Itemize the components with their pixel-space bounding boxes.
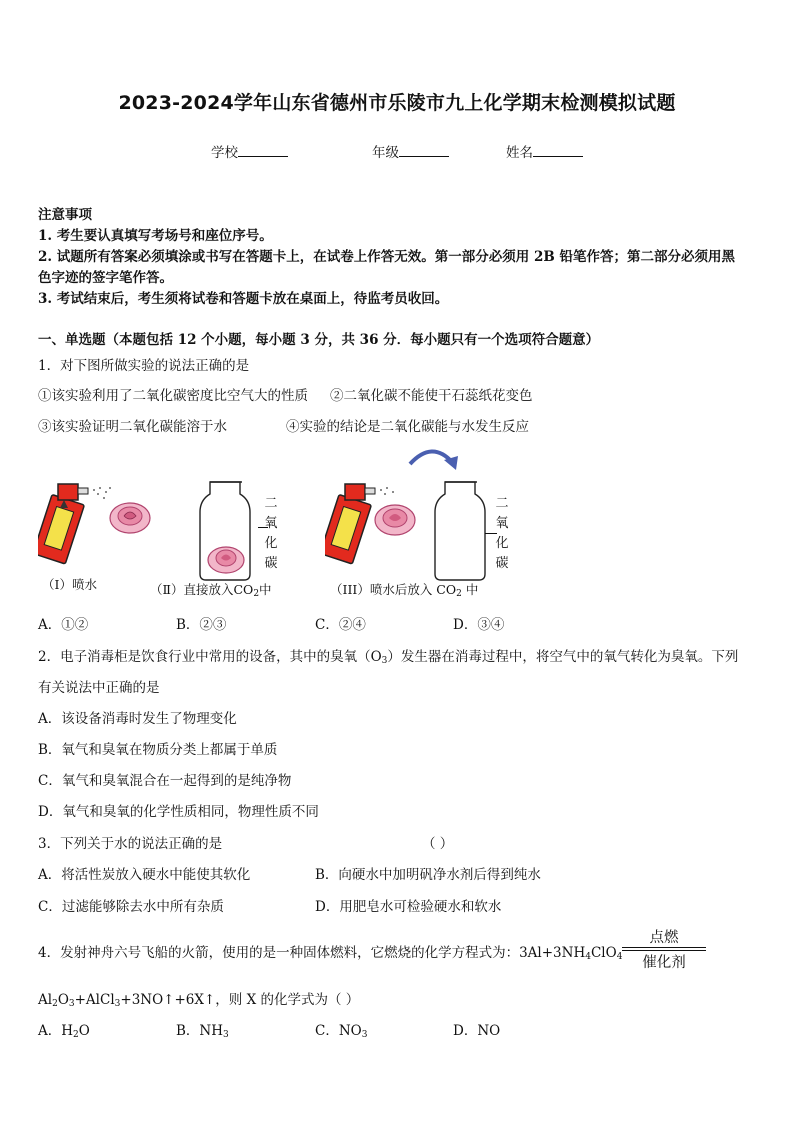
section-heading: 一、单选题（本题包括 12 个小题，每小题 3 分，共 36 分．每小题只有一个选项符合题意） [38,332,600,348]
notice-item-2-cont: 色字迹的签字笔作答。 [38,270,173,286]
school-label: 学校 [211,145,238,161]
notice-heading: 注意事项 [38,207,92,223]
flower-icon [208,547,244,573]
q1-statement-4: ④实验的结论是二氧化碳能与水发生反应 [286,419,529,435]
spray-bottle-icon [325,484,375,564]
q4-option-a[interactable]: A．$H_2O$ [38,1023,90,1040]
q4-stem: 4．发射神舟六号飞船的火箭，使用的是一种固体燃料，它燃烧的化学方程式为：$3Al+3NH_4ClO_4$ [38,945,623,962]
jar-iii-gas-label: 二 氧 化 碳 [495,496,509,571]
q3-stem: 3．下列关于水的说法正确的是 [38,836,223,852]
flower-icon [375,505,415,535]
notice-item-2: 2. 试题所有答案必须填涂或书写在答题卡上，在试卷上作答无效。第一部分必须用 2B 铅笔作答；第二部分必须用黑 [38,249,735,265]
jar-ii-gas-label: 二 氧 化 碳 [264,496,278,571]
figure-ii-label: （Ⅱ）直接放入$CO_2$中 [150,582,272,599]
q1-statement-1: ①该实验利用了二氧化碳密度比空气大的性质 [38,388,308,404]
q4-option-c[interactable]: C．$NO_3$ [315,1023,368,1040]
q1-statement-3: ③该实验证明二氧化碳能溶于水 [38,419,227,435]
figure-empty-jar [425,478,505,586]
name-field[interactable] [506,141,583,161]
figure-i-label: （I）喷水 [42,577,97,592]
school-blank[interactable] [238,144,288,157]
figure-spray-flower-2 [325,476,425,566]
reaction-condition-bottom: 催化剂 [642,955,686,971]
figure-jar-with-flower [190,478,270,586]
q2-option-c[interactable]: C．氧气和臭氧混合在一起得到的是纯净物 [38,773,292,789]
q1-stem: 1．对下图所做实验的说法正确的是 [38,358,250,374]
q1-option-b[interactable]: B．②③ [176,617,227,633]
notice-item-1: 1. 考生要认真填写考场号和座位序号。 [38,228,273,244]
q1-option-a[interactable]: A．①② [38,617,89,633]
q3-answer-paren[interactable]: （ ） [422,836,454,852]
q2-stem-cont: 有关说法中正确的是 [38,680,160,696]
flower-icon [110,503,150,533]
grade-label: 年级 [372,145,399,161]
q1-option-c[interactable]: C．②④ [315,617,366,633]
figure-iii-label: （III）喷水后放入 $CO_2$ 中 [330,582,479,599]
q4-option-d[interactable]: D．NO [453,1023,501,1039]
figure-spray-flower [38,476,158,566]
grade-field[interactable] [372,141,449,161]
q1-option-d[interactable]: D．③④ [453,617,505,633]
school-field[interactable] [211,141,288,161]
name-blank[interactable] [533,144,583,157]
q1-statement-2: ②二氧化碳不能使干石蕊纸花变色 [330,388,533,404]
curved-arrow-icon [404,444,464,476]
q3-option-b[interactable]: B．向硬水中加明矾净水剂后得到纯水 [315,867,541,883]
reaction-arrow-line-1 [622,947,706,948]
q2-option-d[interactable]: D．氧气和臭氧的化学性质相同，物理性质不同 [38,804,319,820]
name-label: 姓名 [506,145,533,161]
q2-stem: 2．电子消毒柜是饮食行业中常用的设备，其中的臭氧$(O_3)$发生器在消毒过程中，将空气中的氧气转化为臭氧。下列 [38,649,739,666]
page-title: 2023-2024学年山东省德州市乐陵市九上化学期末检测模拟试题 [118,92,676,114]
q2-option-a[interactable]: A．该设备消毒时发生了物理变化 [38,711,237,727]
spray-mist [93,487,111,499]
notice-item-3: 3. 考试结束后，考生须将试卷和答题卡放在桌面上，待监考员收回。 [38,291,449,307]
reaction-condition-top: 点燃 [649,930,679,946]
q4-option-b[interactable]: B．$NH_3$ [176,1023,229,1040]
q4-equation-products: $Al_2O_3+AlCl_3+3NO↑+6X↑$，则 X 的化学式为（ ） [38,992,360,1009]
spray-bottle-icon [38,484,88,564]
q3-option-a[interactable]: A．将活性炭放入硬水中能使其软化 [38,867,251,883]
q3-option-c[interactable]: C．过滤能够除去水中所有杂质 [38,899,224,915]
q2-option-b[interactable]: B．氧气和臭氧在物质分类上都属于单质 [38,742,278,758]
grade-blank[interactable] [399,144,449,157]
q3-option-d[interactable]: D．用肥皂水可检验硬水和软水 [315,899,502,915]
